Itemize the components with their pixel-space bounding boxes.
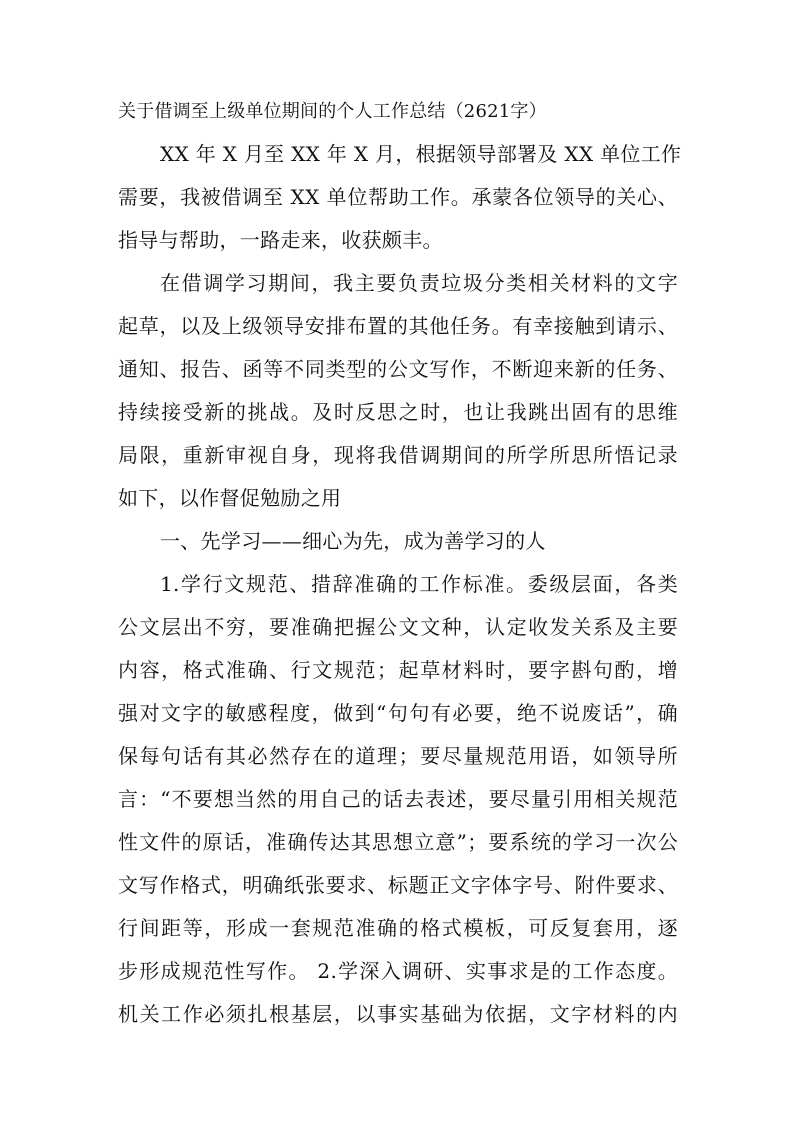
paragraph-line: 在借调学习期间，我主要负责垃圾分类相关材料的文字 [160,271,678,295]
paragraph-line: 局限，重新审视自身，现将我借调期间的所学所思所悟记录 [118,443,678,467]
paragraph-line: 行间距等，形成一套规范准确的格式模板，可反复套用，逐 [118,916,678,940]
paragraph-line: 需要，我被借调至 XX 单位帮助工作。承蒙各位领导的关心、 [118,185,678,209]
paragraph-line: 保每句话有其必然存在的道理；要尽量规范用语，如领导所 [118,744,678,768]
paragraph-line: 言：“不要想当然的用自己的话去表述，要尽量引用相关规范 [118,787,678,811]
paragraph-line: 机关工作必须扎根基层，以事实基础为依据，文字材料的内 [118,1002,678,1026]
paragraph-line: 步形成规范性写作。 2.学深入调研、实事求是的工作态度。 [118,959,678,983]
paragraph-line: 性文件的原话，准确传达其思想立意”；要系统的学习一次公 [118,830,678,854]
paragraph-line: 指导与帮助，一路走来，收获颇丰。 [118,228,443,252]
paragraph-line: 文写作格式，明确纸张要求、标题正文字体字号、附件要求、 [118,873,678,897]
section-heading: 一、先学习——细心为先，成为善学习的人 [160,529,546,553]
paragraph-line: 通知、报告、函等不同类型的公文写作，不断迎来新的任务、 [118,357,678,381]
paragraph-line: 如下，以作督促勉励之用 [118,486,342,510]
paragraph-line: 1.学行文规范、措辞准确的工作标准。委级层面，各类 [160,572,678,596]
paragraph-line: 公文层出不穷，要准确把握公文文种，认定收发关系及主要 [118,615,678,639]
document-title: 关于借调至上级单位期间的个人工作总结（2621字） [118,101,547,122]
paragraph-line: 持续接受新的挑战。及时反思之时，也让我跳出固有的思维 [118,400,678,424]
paragraph-line: XX 年 X 月至 XX 年 X 月，根据领导部署及 XX 单位工作 [160,142,682,166]
paragraph-line: 内容，格式准确、行文规范；起草材料时，要字斟句酌，增 [118,658,678,682]
paragraph-line: 强对文字的敏感程度，做到“句句有必要，绝不说废话”，确 [118,701,678,725]
paragraph-line: 起草，以及上级领导安排布置的其他任务。有幸接触到请示、 [118,314,678,338]
